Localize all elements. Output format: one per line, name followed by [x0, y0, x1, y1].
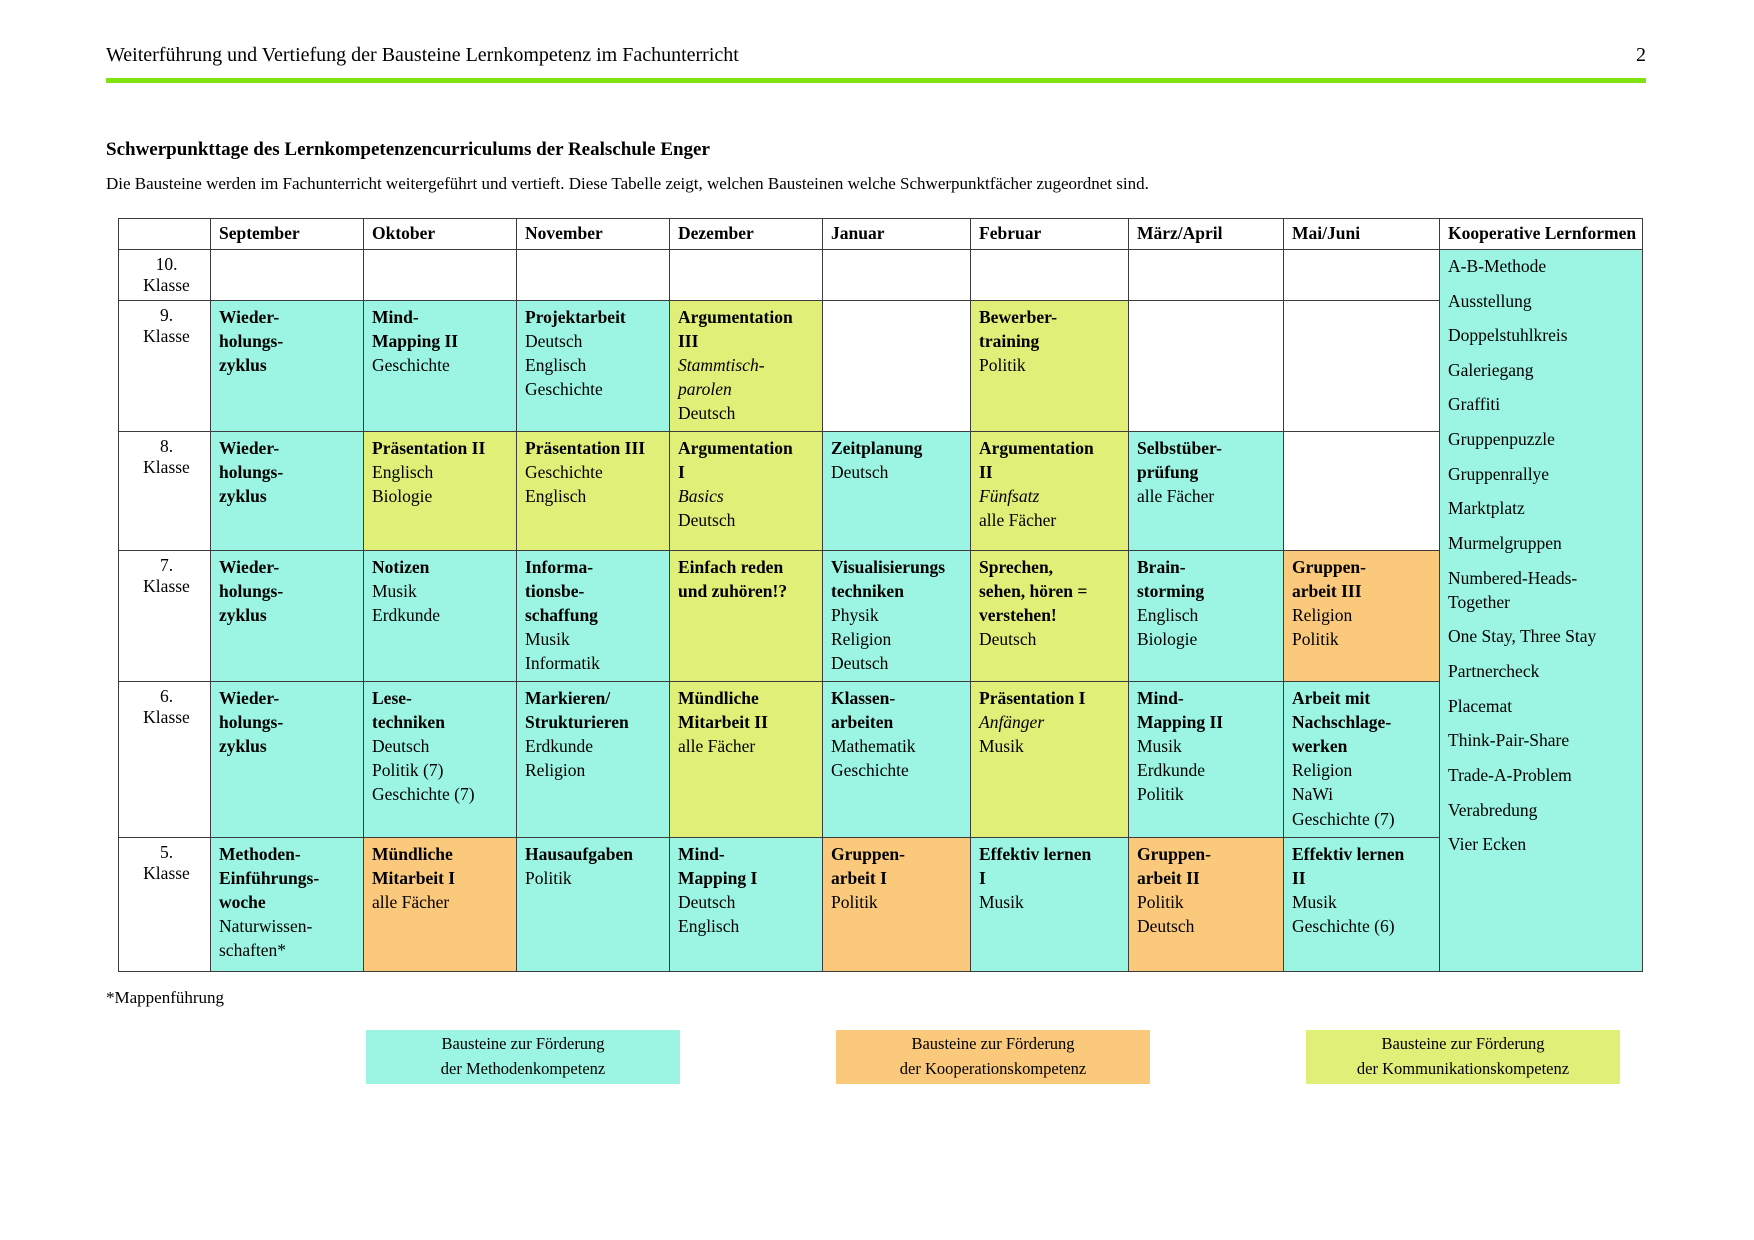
table-row	[119, 300, 1643, 431]
koop-list-item: Marktplatz	[1448, 498, 1525, 519]
cell-line: arbeit II	[1137, 868, 1200, 889]
row-label-line: 8.	[159, 435, 174, 456]
cell-line: Geschichte (6)	[1292, 916, 1395, 937]
cell-line: woche	[219, 892, 266, 913]
column-header-month: Februar	[971, 219, 1129, 250]
cell-line: Religion	[1292, 605, 1353, 626]
cell-line: Strukturieren	[525, 712, 629, 733]
cell-line: sehen, hören =	[979, 581, 1088, 602]
cell-line: Musik	[525, 629, 570, 650]
legend-row	[366, 1030, 1646, 1084]
table-cell	[364, 550, 517, 681]
cell-line: Deutsch	[831, 462, 889, 483]
column-header-month: Mai/Juni	[1284, 219, 1440, 250]
koop-list-item: Graffiti	[1448, 394, 1501, 415]
legend-box-methoden	[366, 1030, 680, 1084]
cell-line: Geschichte (7)	[1292, 808, 1395, 829]
legend-line: der Methodenkompetenz	[440, 1058, 606, 1078]
cell-line: Mündliche	[372, 843, 453, 864]
legend-line: Bausteine zur Förderung	[911, 1034, 1075, 1054]
row-label-line: Klasse	[143, 706, 190, 727]
cell-line: tionsbe-	[525, 581, 585, 602]
cell-line: Deutsch	[678, 510, 736, 531]
cell-line: Mind-	[678, 843, 725, 864]
cell-line: Markieren/	[525, 687, 611, 708]
cell-line: Religion	[831, 629, 892, 650]
running-head	[106, 44, 1646, 83]
page-number: 2	[1636, 44, 1646, 66]
cell-line: Arbeit mit	[1292, 687, 1371, 708]
row-label	[119, 681, 211, 837]
table-cell	[1129, 837, 1284, 971]
cell-line: I	[979, 868, 986, 889]
cell-line: Politik	[831, 892, 878, 913]
cell-line: Informatik	[525, 653, 600, 674]
cell-line: zyklus	[219, 355, 267, 376]
table-cell	[517, 550, 670, 681]
cell-line: Englisch	[525, 486, 587, 507]
row-label	[119, 431, 211, 550]
legend-line: Bausteine zur Förderung	[441, 1034, 605, 1054]
cell-line: alle Fächer	[678, 736, 756, 757]
column-header-month: März/April	[1129, 219, 1284, 250]
legend-line: der Kooperationskompetenz	[899, 1058, 1087, 1078]
table-cell	[823, 300, 971, 431]
column-header-month: Oktober	[364, 219, 517, 250]
cell-line: verstehen!	[979, 605, 1057, 626]
koop-list-item: Trade-A-Problem	[1448, 764, 1572, 785]
koop-list-item: Numbered-Heads-Together	[1448, 567, 1578, 612]
cell-line: Biologie	[1137, 629, 1198, 650]
koop-list-item: Think-Pair-Share	[1448, 730, 1570, 751]
cell-line: Anfänger	[979, 712, 1045, 733]
table-cell	[670, 550, 823, 681]
koop-list-item: Galeriegang	[1448, 359, 1534, 380]
cell-line: Erdkunde	[1137, 760, 1206, 781]
row-label-line: Klasse	[143, 274, 190, 295]
cell-line: Wieder-	[219, 306, 280, 327]
row-label-line: 6.	[159, 685, 174, 706]
cell-line: Politik (7)	[372, 760, 444, 781]
cell-line: Naturwissen-	[219, 916, 313, 937]
cell-line: alle Fächer	[1137, 486, 1215, 507]
cell-line: Musik	[1137, 736, 1182, 757]
cell-line: Methoden-	[219, 843, 301, 864]
cell-line: Erdkunde	[372, 605, 441, 626]
table-header-row	[119, 219, 1643, 250]
cell-line: arbeit III	[1292, 581, 1362, 602]
column-header-month: Dezember	[670, 219, 823, 250]
table-cell	[823, 431, 971, 550]
table-cell	[670, 681, 823, 837]
koop-list-item: One Stay, Three Stay	[1448, 626, 1597, 647]
curriculum-table	[118, 218, 1643, 972]
table-cell	[211, 431, 364, 550]
cell-line: Klassen-	[831, 687, 896, 708]
cell-line: Deutsch	[1137, 916, 1195, 937]
cell-line: techniken	[831, 581, 904, 602]
row-label-line: Klasse	[143, 325, 190, 346]
cell-line: Politik	[525, 868, 572, 889]
cell-line: Politik	[1137, 892, 1184, 913]
legend-line: der Kommunikationskompetenz	[1356, 1058, 1570, 1078]
cell-line: Mind-	[372, 306, 419, 327]
cell-line: Sprechen,	[979, 556, 1054, 577]
table-cell	[1284, 300, 1440, 431]
cell-line: Erdkunde	[525, 736, 594, 757]
column-header-month: Januar	[823, 219, 971, 250]
cell-line: Einfach reden	[678, 556, 784, 577]
table-cell	[823, 681, 971, 837]
cell-line: arbeiten	[831, 712, 894, 733]
cell-line: Englisch	[1137, 605, 1199, 626]
table-cell	[1129, 249, 1284, 300]
cell-line: Wieder-	[219, 556, 280, 577]
table-row	[119, 249, 1643, 300]
table-cell	[517, 681, 670, 837]
table-cell	[517, 249, 670, 300]
table-cell	[364, 300, 517, 431]
cell-line: Argumentation	[678, 437, 793, 458]
cell-line: werken	[1292, 736, 1348, 757]
koop-list-item: Placemat	[1448, 695, 1513, 716]
cell-line: Geschichte	[525, 462, 603, 483]
cell-line: training	[979, 331, 1040, 352]
table-cell	[971, 249, 1129, 300]
cell-line: Nachschlage-	[1292, 712, 1392, 733]
cell-line: und zuhören!?	[678, 581, 788, 602]
koop-list-item: A-B-Methode	[1448, 255, 1547, 276]
legend-line: Bausteine zur Förderung	[1381, 1034, 1545, 1054]
table-cell	[211, 837, 364, 971]
row-label	[119, 249, 211, 300]
section-heading: Schwerpunkttage des Lernkompetenzencurriculums der Realschule Enger	[106, 139, 710, 160]
cell-line: Präsentation II	[372, 437, 486, 458]
cell-line: Mind-	[1137, 687, 1184, 708]
page-body	[106, 139, 1646, 1084]
column-header-kooperative: Kooperative Lernformen	[1440, 219, 1643, 250]
cell-line: Musik	[979, 736, 1024, 757]
cell-line: Mapping I	[678, 868, 758, 889]
row-label	[119, 550, 211, 681]
cell-line: Effektiv lernen	[1292, 843, 1405, 864]
cell-line: arbeit I	[831, 868, 887, 889]
cell-line: Basics	[678, 486, 724, 507]
kooperative-lernformen-cell	[1440, 249, 1643, 971]
table-row	[119, 681, 1643, 837]
cell-line: Mitarbeit I	[372, 868, 456, 889]
cell-line: Präsentation I	[979, 687, 1086, 708]
table-cell	[1284, 249, 1440, 300]
row-label-line: Klasse	[143, 575, 190, 596]
cell-line: Deutsch	[831, 653, 889, 674]
cell-line: Notizen	[372, 556, 430, 577]
koop-list-item: Doppelstuhlkreis	[1448, 325, 1568, 346]
table-cell	[1129, 550, 1284, 681]
table-cell	[971, 300, 1129, 431]
cell-line: Informa-	[525, 556, 594, 577]
table-cell	[517, 300, 670, 431]
cell-line: Bewerber-	[979, 306, 1058, 327]
table-cell	[670, 431, 823, 550]
cell-line: Gruppen-	[1292, 556, 1366, 577]
page-header-title: Weiterführung und Vertiefung der Bausteine Lernkompetenz im Fachunterricht	[106, 44, 739, 66]
cell-line: Effektiv lernen	[979, 843, 1092, 864]
cell-line: Geschichte	[831, 760, 909, 781]
cell-line: I	[678, 462, 685, 483]
table-cell	[971, 550, 1129, 681]
row-label-line: Klasse	[143, 456, 190, 477]
cell-line: Gruppen-	[1137, 843, 1211, 864]
cell-line: Englisch	[678, 916, 740, 937]
cell-line: Wieder-	[219, 687, 280, 708]
table-cell	[1129, 681, 1284, 837]
table-cell	[517, 837, 670, 971]
cell-line: II	[979, 462, 993, 483]
koop-list-item: Ausstellung	[1448, 290, 1532, 311]
cell-line: Zeitplanung	[831, 437, 923, 458]
table-row	[119, 431, 1643, 550]
koop-list-item: Partnercheck	[1448, 661, 1540, 682]
koop-list-item: Gruppenrallye	[1448, 463, 1550, 484]
koop-list-item: Verabredung	[1448, 799, 1538, 820]
table-cell	[364, 681, 517, 837]
table-cell	[971, 837, 1129, 971]
koop-list-item: Murmelgruppen	[1448, 533, 1562, 553]
cell-line: Deutsch	[525, 331, 583, 352]
cell-line: Argumentation	[979, 437, 1094, 458]
header-rule	[106, 78, 1646, 83]
cell-line: Politik	[1137, 784, 1184, 805]
table-cell	[823, 249, 971, 300]
cell-line: Mapping II	[1137, 712, 1224, 733]
cell-line: Mapping II	[372, 331, 459, 352]
column-header-month: November	[517, 219, 670, 250]
cell-line: alle Fächer	[979, 510, 1057, 531]
cell-line: Präsentation III	[525, 437, 646, 458]
cell-line: holungs-	[219, 462, 284, 483]
row-label-line: 7.	[159, 554, 174, 575]
cell-line: Mitarbeit II	[678, 712, 768, 733]
cell-line: Einführungs-	[219, 868, 320, 889]
cell-line: Hausaufgaben	[525, 843, 633, 864]
cell-line: zyklus	[219, 736, 267, 757]
table-cell	[1284, 550, 1440, 681]
cell-line: Deutsch	[372, 736, 430, 757]
cell-line: Argumentation	[678, 306, 793, 327]
cell-line: Visualisierungs	[831, 556, 946, 577]
table-cell	[971, 681, 1129, 837]
row-label-line: 9.	[159, 304, 174, 325]
cell-line: Mathematik	[831, 736, 916, 757]
legend-box-kooperation	[836, 1030, 1150, 1084]
cell-line: zyklus	[219, 605, 267, 626]
table-cell	[364, 249, 517, 300]
row-label-line: 10.	[155, 253, 178, 274]
table-cell	[211, 550, 364, 681]
footnote: *Mappenführung	[106, 987, 225, 1007]
cell-line: Deutsch	[678, 892, 736, 913]
cell-line: zyklus	[219, 486, 267, 507]
koop-list-item: Gruppenpuzzle	[1448, 429, 1555, 450]
cell-line: Religion	[1292, 760, 1353, 781]
table-cell	[364, 837, 517, 971]
legend-box-kommunikation	[1306, 1030, 1620, 1084]
cell-line: Brain-	[1137, 556, 1186, 577]
cell-line: Geschichte (7)	[372, 784, 475, 805]
cell-line: Politik	[979, 355, 1026, 376]
cell-line: Selbstüber-	[1137, 437, 1222, 458]
table-cell	[1284, 837, 1440, 971]
cell-line: Geschichte	[525, 379, 603, 400]
column-header-empty	[119, 219, 211, 250]
cell-line: Religion	[525, 760, 586, 781]
cell-line: Stammtisch-	[678, 355, 765, 376]
row-label-line: Klasse	[143, 862, 190, 883]
cell-line: storming	[1137, 581, 1205, 602]
cell-line: Englisch	[525, 355, 587, 376]
table-cell	[364, 431, 517, 550]
cell-line: holungs-	[219, 331, 284, 352]
cell-line: Deutsch	[678, 403, 736, 424]
table-row	[119, 550, 1643, 681]
row-label	[119, 300, 211, 431]
cell-line: schaften*	[219, 940, 287, 961]
table-cell	[670, 249, 823, 300]
table-cell	[211, 300, 364, 431]
cell-line: Projektarbeit	[525, 306, 626, 327]
table-cell	[971, 431, 1129, 550]
koop-list-item: Vier Ecken	[1448, 834, 1527, 855]
cell-line: Musik	[372, 581, 417, 602]
cell-line: techniken	[372, 712, 445, 733]
row-label	[119, 837, 211, 971]
table-cell	[1284, 431, 1440, 550]
cell-line: holungs-	[219, 581, 284, 602]
table-cell	[211, 681, 364, 837]
cell-line: alle Fächer	[372, 892, 450, 913]
table-cell	[670, 837, 823, 971]
cell-line: Politik	[1292, 629, 1339, 650]
cell-line: Physik	[831, 605, 879, 626]
table-cell	[1129, 431, 1284, 550]
cell-line: Musik	[979, 892, 1024, 913]
cell-line: Musik	[1292, 892, 1337, 913]
cell-line: II	[1292, 868, 1306, 889]
table-cell	[517, 431, 670, 550]
cell-line: Mündliche	[678, 687, 759, 708]
cell-line: III	[678, 331, 699, 352]
cell-line: parolen	[678, 379, 732, 400]
cell-line: Lese-	[372, 687, 412, 708]
table-cell	[670, 300, 823, 431]
cell-line: prüfung	[1137, 462, 1199, 483]
cell-line: Englisch	[372, 462, 434, 483]
table-cell	[823, 837, 971, 971]
table-cell	[1284, 681, 1440, 837]
cell-line: Fünfsatz	[979, 486, 1040, 507]
cell-line: Biologie	[372, 486, 433, 507]
column-header-month: September	[211, 219, 364, 250]
cell-line: schaffung	[525, 605, 598, 626]
section-intro: Die Bausteine werden im Fachunterricht weitergeführt und vertieft. Diese Tabelle zeigt, welchen Bausteinen welche Schwerpunktfächer zugeordnet sind.	[106, 174, 1149, 193]
cell-line: Deutsch	[979, 629, 1037, 650]
cell-line: NaWi	[1292, 784, 1334, 805]
table-cell	[211, 249, 364, 300]
cell-line: holungs-	[219, 712, 284, 733]
row-label-line: 5.	[159, 841, 174, 862]
table-cell	[1129, 300, 1284, 431]
cell-line: Gruppen-	[831, 843, 905, 864]
cell-line: Geschichte	[372, 355, 450, 376]
cell-line: Wieder-	[219, 437, 280, 458]
table-cell	[823, 550, 971, 681]
table-row	[119, 837, 1643, 971]
